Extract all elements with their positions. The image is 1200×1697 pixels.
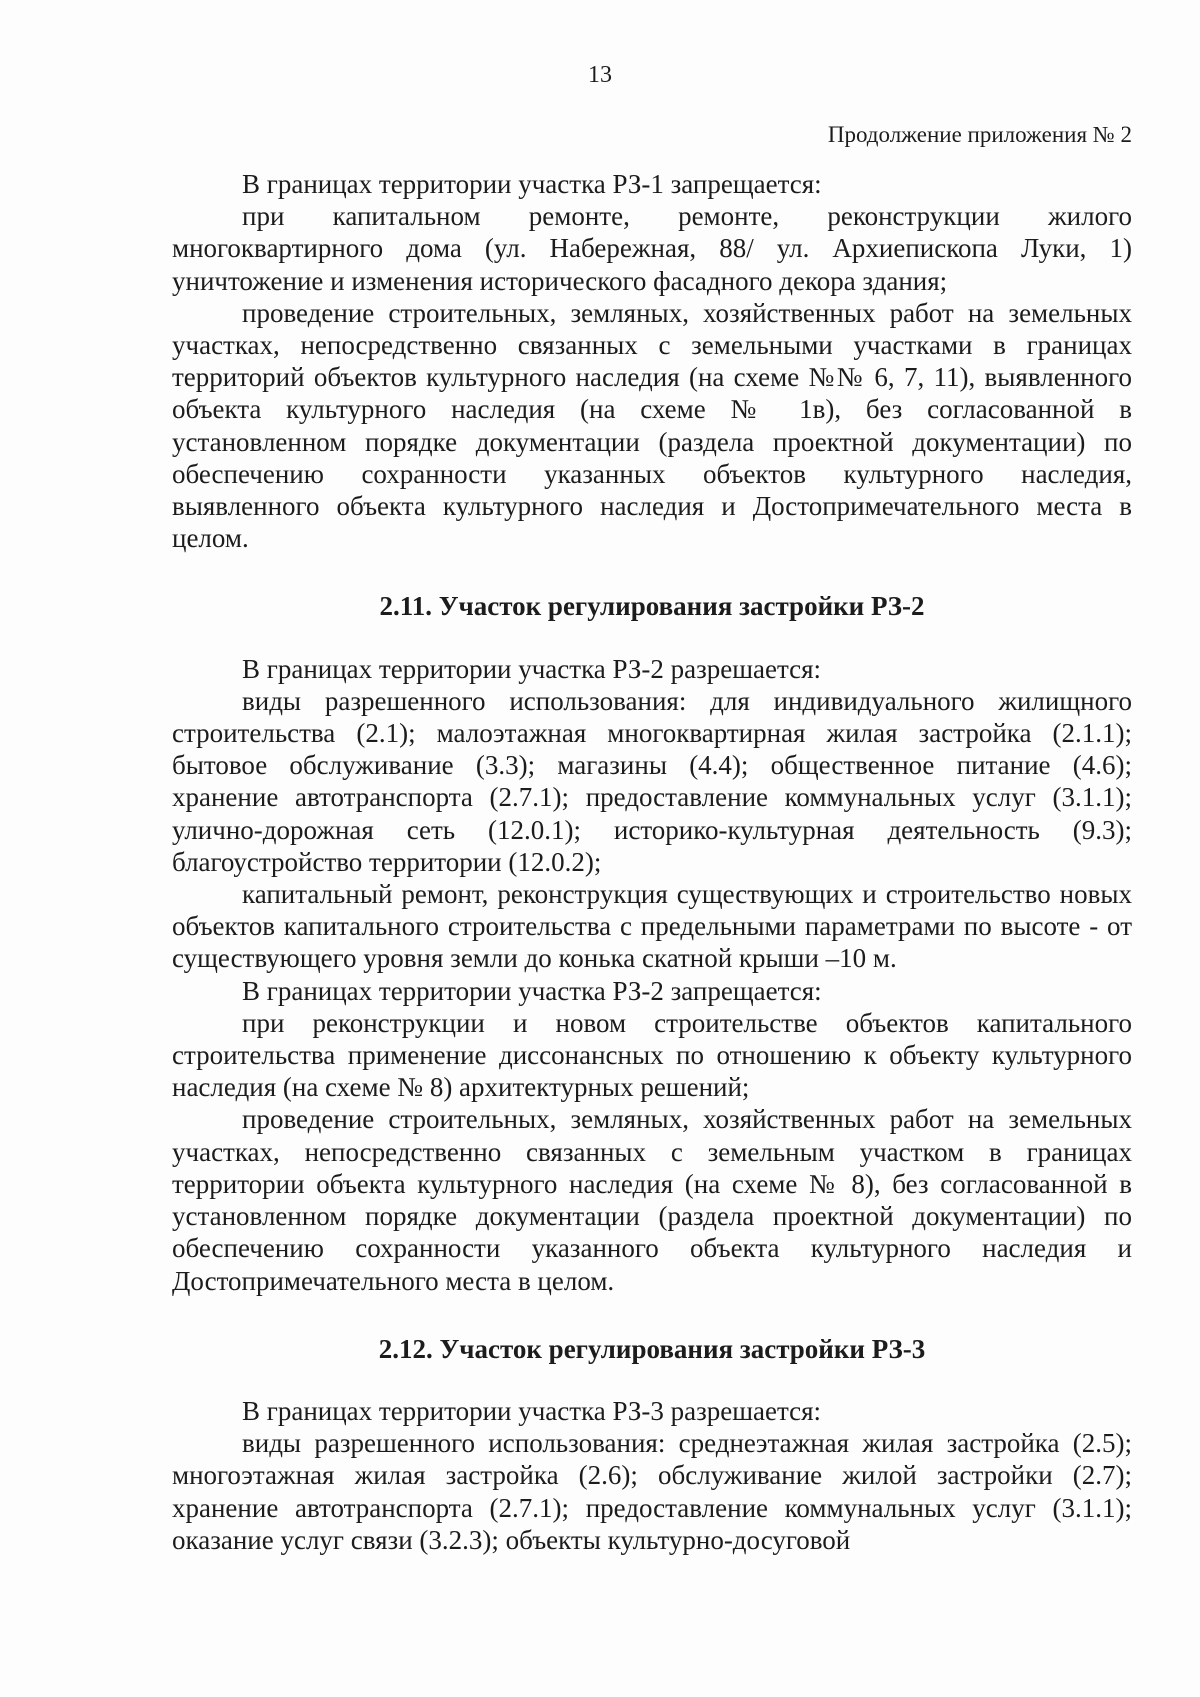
rz1-prohibited-item-1: при капитальном ремонте, ремонте, реконструкции жилого многоквартирного дома (ул. Набережная, 88/ ул. Архиепископа Луки, 1) уничтожение и изменения исторического фасадного декора здания; xyxy=(172,201,1132,296)
appendix-continuation-note: Продолжение приложения № 2 xyxy=(827,122,1132,147)
rz2-prohibited-intro: В границах территории участка РЗ-2 запрещается: xyxy=(242,975,822,1006)
rz3-allowed-item-1: виды разрешенного использования: среднеэтажная жилая застройка (2.5); многоэтажная жилая застройка (2.6); обслуживание жилой застройки (2.7); хранение автотранспорта (2.7.1); предоставление коммунальных услуг (3.1.1); оказание услуг связи (3.2.3); объекты культурно-досуговой xyxy=(172,1428,1132,1555)
page-number: 13 xyxy=(588,62,612,88)
section-heading-rz3: 2.12. Участок регулирования застройки РЗ-3 xyxy=(378,1333,926,1364)
rz2-allowed-item-1: виды разрешенного использования: для индивидуального жилищного строительства (2.1); малоэтажная многоквартирная жилая застройка (2.1.1); бытовое обслуживание (3.3); магазины (4.4); общественное питание (4.6); хранение автотранспорта (2.7.1); предоставление коммунальных услуг (3.1.1); улично-дорожная сеть (12.0.1); историко-культурная деятельность (9.3); благоустройство территории (12.0.2); xyxy=(172,685,1132,877)
rz2-prohibited-item-1: при реконструкции и новом строительстве объектов капитального строительства применение диссонансных по отношению к объекту культурного наследия (на схеме № 8) архитектурных решений; xyxy=(172,1007,1132,1103)
rz2-prohibited-item-2: проведение строительных, земляных, хозяйственных работ на земельных участках, непосредственно связанных с земельным участком в границах территории объекта культурного наследия (на схеме № 8), без согласованной в установленном порядке документации (раздела проектной документации) по обеспечению сохранности указанного объекта культурного наследия и Достопримечательного места в целом. xyxy=(172,1104,1132,1296)
rz2-allowed-intro: В границах территории участка РЗ-2 разрешается: xyxy=(242,653,822,684)
section-heading-rz2: 2.11. Участок регулирования застройки РЗ-2 xyxy=(379,591,925,622)
rz1-prohibited-intro: В границах территории участка РЗ-1 запрещается: xyxy=(242,169,822,199)
document-body xyxy=(172,168,1132,1556)
rz3-allowed-intro: В границах территории участка РЗ-3 разрешается: xyxy=(242,1395,822,1426)
rz2-allowed-item-2: капитальный ремонт, реконструкция существующих и строительство новых объектов капитального строительства с предельными параметрами по высоте - от существующего уровня земли до конька скатной крыши –10 м. xyxy=(172,879,1132,974)
rz1-prohibited-item-2: проведение строительных, земляных, хозяйственных работ на земельных участках, непосредственно связанных с земельными участками в границах территорий объектов культурного наследия (на схеме №№ 6, 7, 11), выявленного объекта культурного наследия (на схеме № 1в), без согласованной в установленном порядке документации (раздела проектной документации) по обеспечению сохранности указанных объектов культурного наследия, выявленного объекта культурного наследия и Достопримечательного места в целом. xyxy=(172,297,1132,554)
